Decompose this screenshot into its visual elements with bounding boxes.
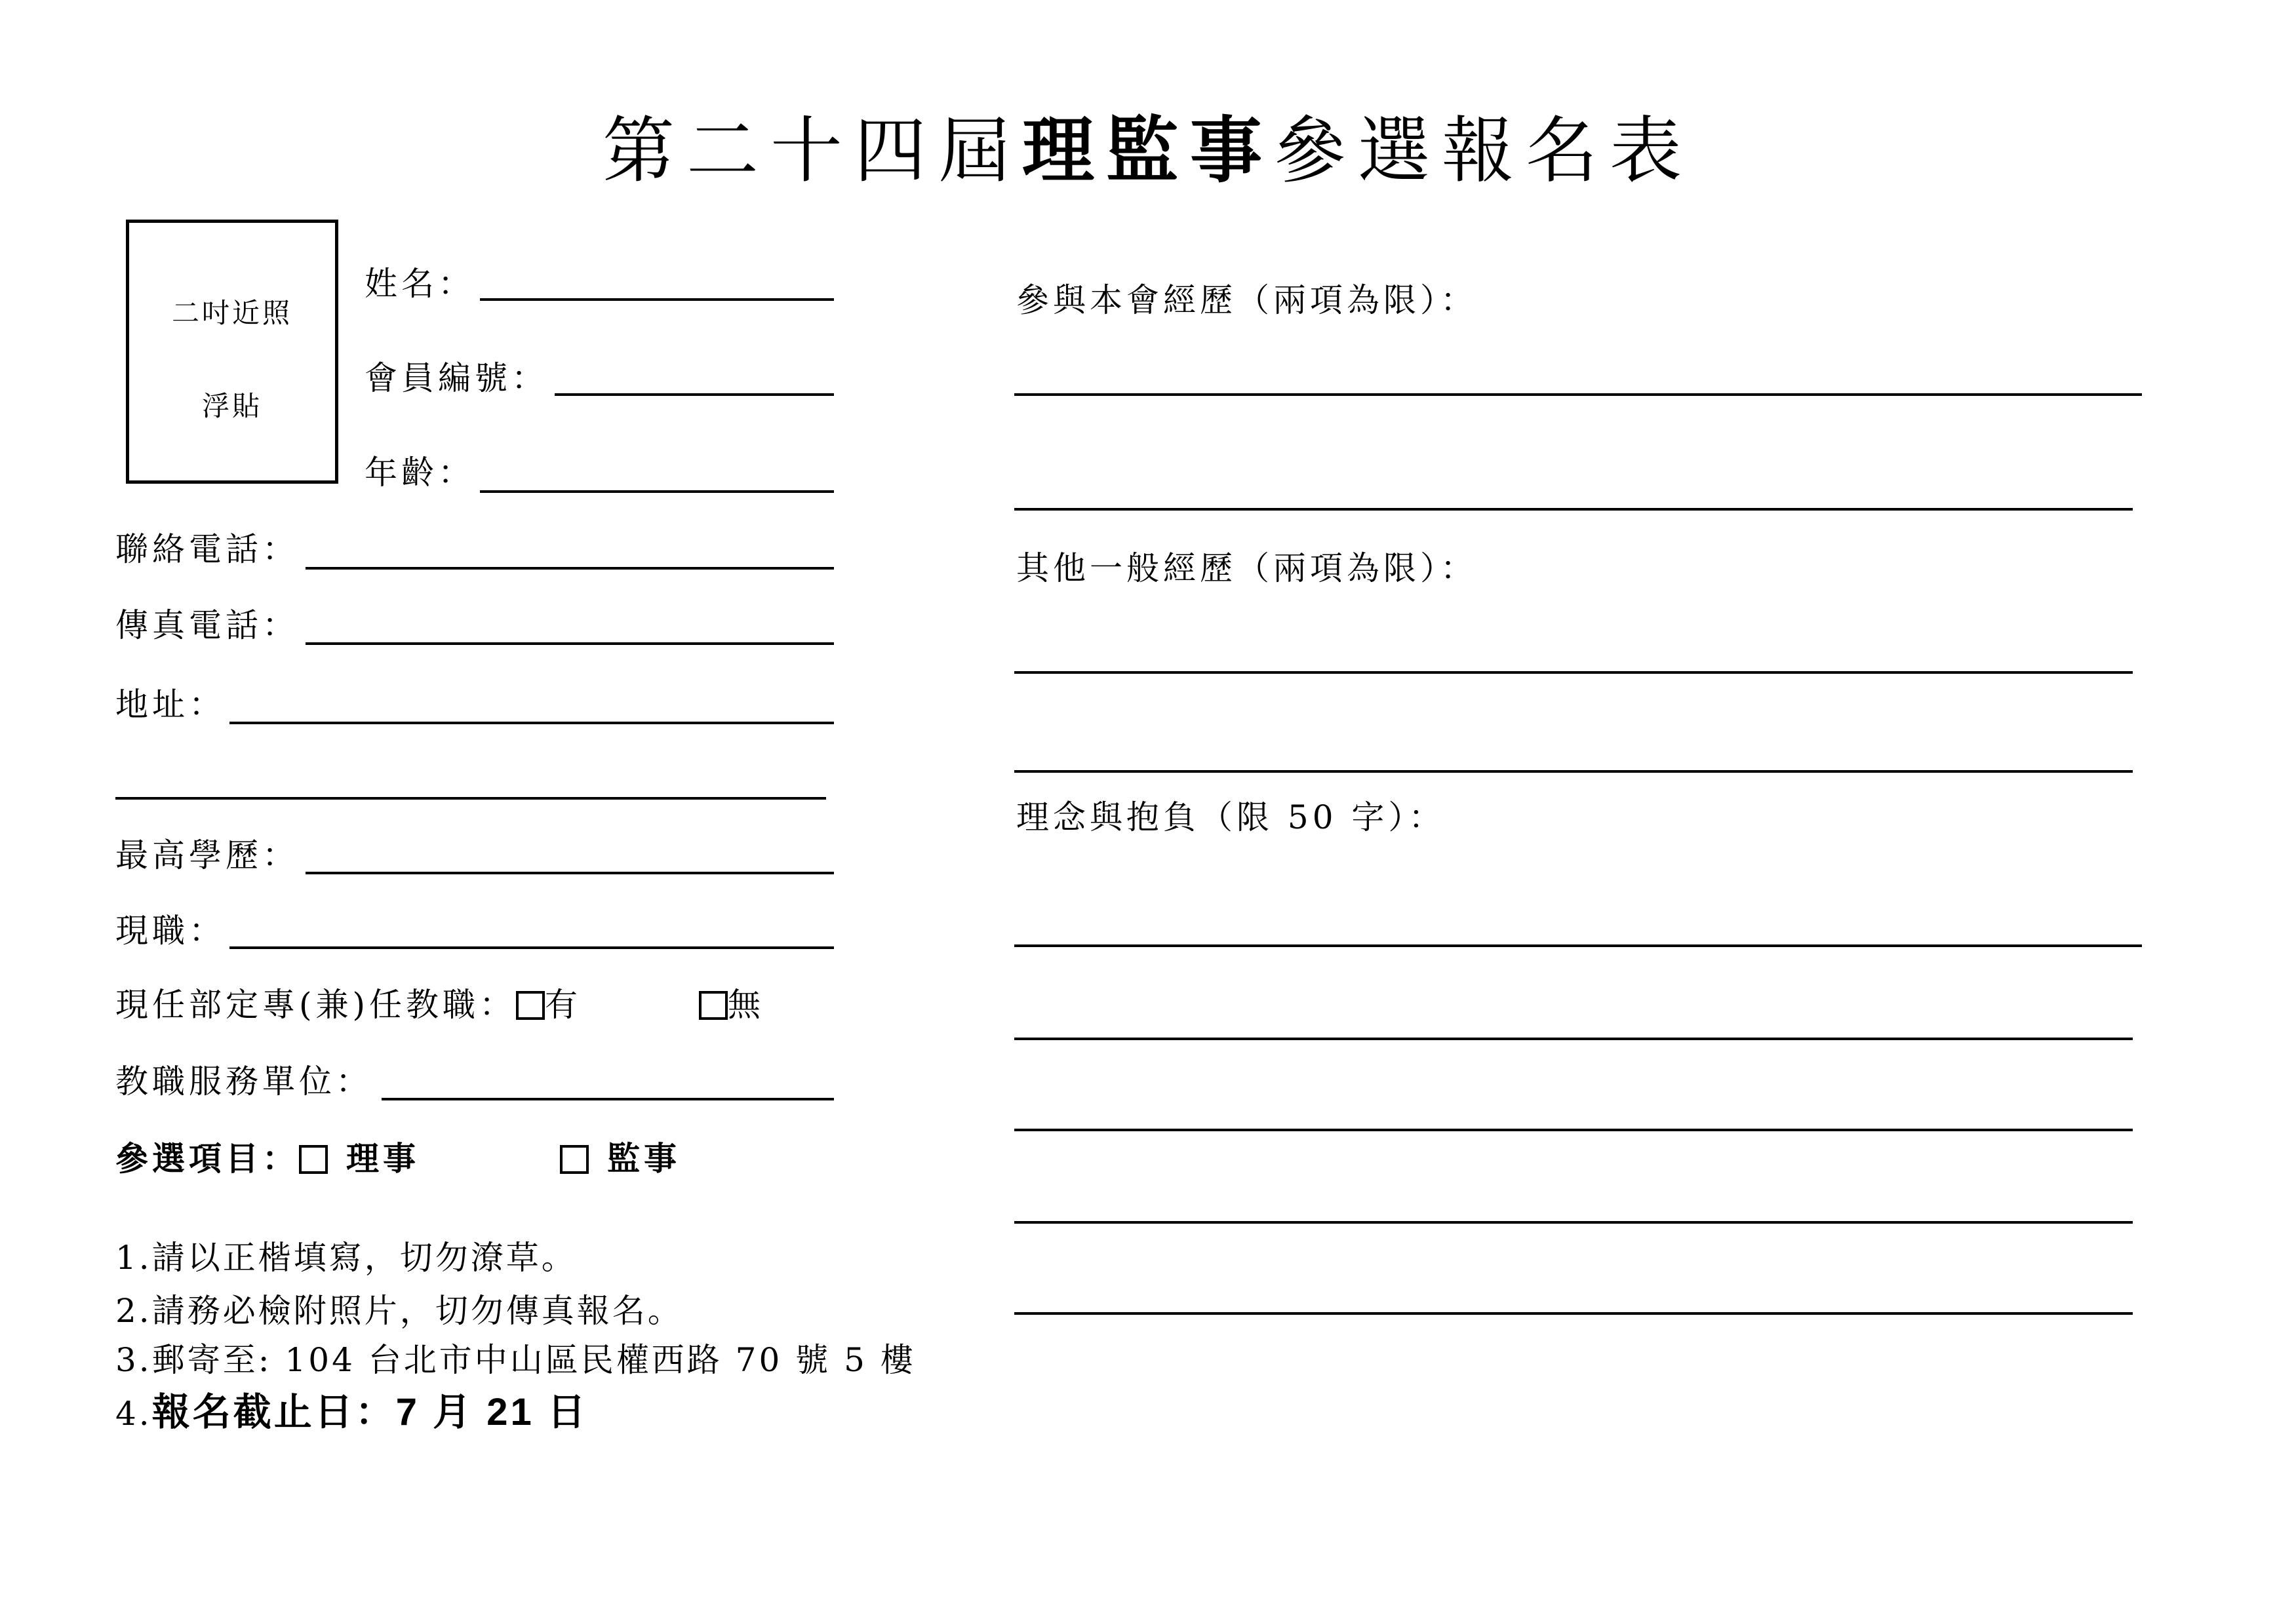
candidacy-row bbox=[115, 1139, 420, 1178]
philosophy-line-1[interactable] bbox=[1014, 944, 2142, 947]
age-label: 年齡： bbox=[365, 454, 475, 492]
teaching-no-row bbox=[699, 986, 764, 1024]
current-job-input-line[interactable] bbox=[229, 946, 834, 949]
member-number-label: 會員編號： bbox=[365, 359, 548, 397]
photo-label: 二吋近照 bbox=[171, 297, 292, 329]
education-label: 最高學歷： bbox=[115, 836, 299, 874]
other-experience-line-1[interactable] bbox=[1014, 671, 2133, 674]
other-experience-label: 其他一般經歷（兩項為限）： bbox=[1016, 549, 1477, 587]
note-1: 1.請以正楷填寫，切勿潦草。 bbox=[115, 1239, 577, 1277]
teaching-no-label: 無 bbox=[728, 986, 764, 1024]
teaching-unit-input-line[interactable] bbox=[382, 1098, 834, 1100]
name-label: 姓名： bbox=[365, 265, 475, 303]
supervisor-row bbox=[560, 1139, 681, 1178]
teaching-unit-label: 教職服務單位： bbox=[115, 1062, 372, 1100]
photo-instruction: 浮貼 bbox=[201, 390, 262, 422]
supervisor-label: 監事 bbox=[607, 1139, 681, 1178]
note-3: 3.郵寄至: 104 台北市中山區民權西路 70 號 5 樓 bbox=[115, 1341, 916, 1379]
member-number-input-line[interactable] bbox=[555, 393, 834, 396]
teaching-yes-label: 有 bbox=[545, 986, 582, 1024]
fax-input-line[interactable] bbox=[306, 642, 834, 645]
title-part1: 第二十四屆 bbox=[603, 109, 1022, 193]
title-part3: 參選報名表 bbox=[1274, 109, 1693, 193]
education-input-line[interactable] bbox=[306, 872, 834, 874]
other-experience-line-2[interactable] bbox=[1014, 770, 2133, 773]
teaching-post-row bbox=[115, 986, 582, 1024]
teaching-yes-checkbox[interactable] bbox=[516, 991, 545, 1020]
supervisor-checkbox[interactable] bbox=[560, 1145, 589, 1174]
director-label: 理事 bbox=[346, 1139, 420, 1178]
association-experience-label: 參與本會經歷（兩項為限）： bbox=[1016, 281, 1477, 319]
philosophy-label: 理念與抱負（限 50 字）： bbox=[1016, 798, 1446, 836]
page-title bbox=[0, 108, 2296, 193]
phone-label: 聯絡電話： bbox=[115, 530, 299, 568]
philosophy-line-2[interactable] bbox=[1014, 1038, 2133, 1040]
philosophy-line-3[interactable] bbox=[1014, 1129, 2133, 1131]
teaching-no-checkbox[interactable] bbox=[699, 991, 728, 1020]
philosophy-line-5[interactable] bbox=[1014, 1312, 2133, 1315]
address-input-line[interactable] bbox=[229, 722, 834, 724]
address-label: 地址： bbox=[115, 686, 226, 724]
philosophy-line-4[interactable] bbox=[1014, 1221, 2133, 1224]
note-2: 2.請務必檢附照片，切勿傳真報名。 bbox=[115, 1292, 683, 1330]
candidacy-label: 參選項目： bbox=[115, 1139, 299, 1178]
deadline-text: 報名截止日：7 月 21 日 bbox=[151, 1391, 588, 1433]
association-experience-line-2[interactable] bbox=[1014, 508, 2133, 511]
fax-label: 傳真電話： bbox=[115, 606, 299, 644]
name-input-line[interactable] bbox=[480, 298, 834, 301]
teaching-post-label: 現任部定專(兼)任教職： bbox=[115, 986, 517, 1024]
director-checkbox[interactable] bbox=[299, 1145, 328, 1174]
note-4-number: 4. bbox=[115, 1395, 152, 1433]
address-input-line-2[interactable] bbox=[115, 797, 826, 800]
current-job-label: 現職： bbox=[115, 912, 226, 950]
note-4 bbox=[115, 1393, 588, 1431]
age-input-line[interactable] bbox=[480, 490, 834, 493]
photo-box[interactable] bbox=[126, 220, 338, 484]
phone-input-line[interactable] bbox=[306, 567, 834, 570]
association-experience-line-1[interactable] bbox=[1014, 393, 2142, 396]
title-part2: 理監事 bbox=[1022, 108, 1274, 193]
